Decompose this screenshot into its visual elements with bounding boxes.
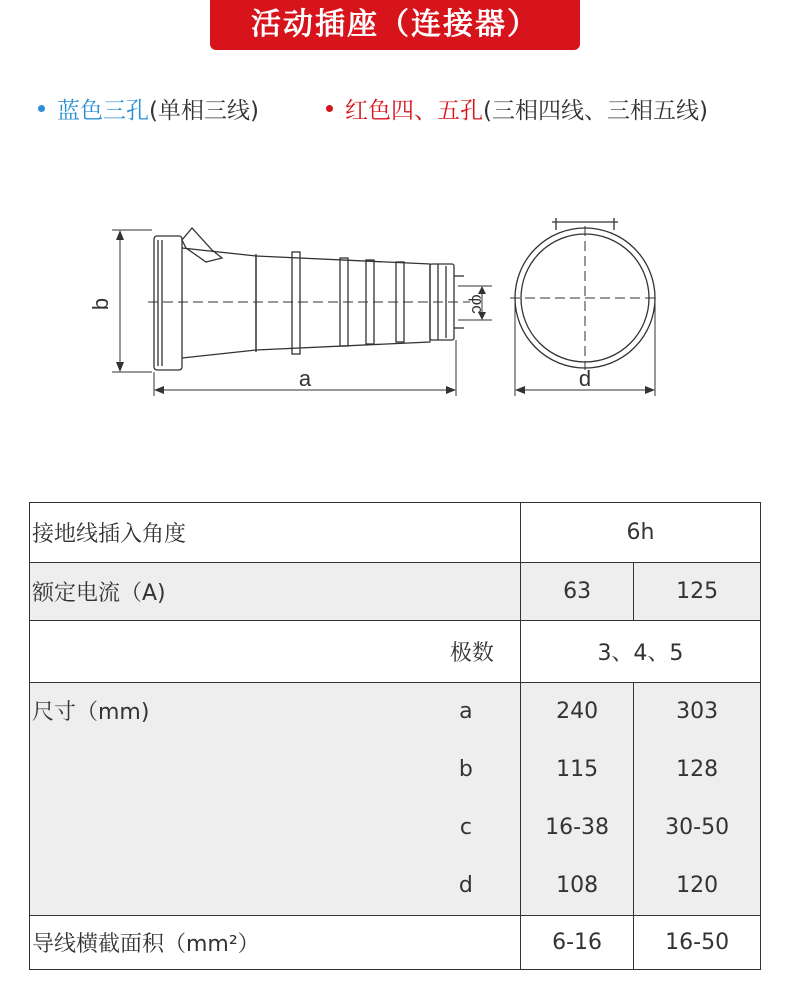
size-label-cell bbox=[30, 683, 521, 916]
legend-item-red bbox=[326, 92, 708, 125]
size-values-125 bbox=[634, 683, 761, 916]
wire-value-63: 6-16 bbox=[520, 916, 633, 970]
size-value: 115 bbox=[556, 757, 599, 782]
size-value: 16-38 bbox=[545, 815, 610, 840]
dimension-label-d: d bbox=[578, 366, 592, 391]
legend-red-label: 红色四、五孔 bbox=[345, 98, 483, 124]
table-row bbox=[30, 503, 761, 563]
size-value: 128 bbox=[676, 757, 719, 782]
wire-value-125: 16-50 bbox=[634, 916, 761, 970]
dimension-label-b: b bbox=[88, 297, 113, 311]
legend-red-note: (三相四线、三相五线) bbox=[483, 98, 708, 124]
size-key-c: c bbox=[459, 815, 472, 840]
legend-item-blue bbox=[38, 92, 259, 125]
spec-table bbox=[29, 502, 761, 970]
connector-dimension-drawing bbox=[0, 200, 790, 410]
grounding-value: 6h bbox=[520, 503, 760, 563]
table-row bbox=[30, 683, 761, 916]
size-value: 240 bbox=[556, 699, 599, 724]
size-value: 30-50 bbox=[665, 815, 730, 840]
table-row bbox=[30, 916, 761, 970]
wire-section-label: 导线横截面积（mm²） bbox=[30, 916, 521, 970]
table-row bbox=[30, 621, 761, 683]
size-values-63 bbox=[520, 683, 633, 916]
table-row bbox=[30, 563, 761, 621]
current-value-125: 125 bbox=[634, 563, 761, 621]
bullet-dot-icon bbox=[326, 105, 333, 112]
poles-value: 3、4、5 bbox=[520, 621, 760, 683]
dimension-label-a: a bbox=[298, 366, 312, 391]
current-value-63: 63 bbox=[520, 563, 633, 621]
size-key-d: d bbox=[458, 873, 473, 898]
size-key-b: b bbox=[458, 757, 473, 782]
dimension-label-c: φc bbox=[468, 294, 487, 314]
legend-blue-label: 蓝色三孔 bbox=[57, 98, 149, 124]
size-value: 120 bbox=[676, 873, 719, 898]
current-label: 额定电流（A) bbox=[30, 563, 521, 621]
size-value: 303 bbox=[676, 699, 719, 724]
latch-cover-shape bbox=[182, 228, 222, 262]
grounding-label: 接地线插入角度 bbox=[30, 503, 521, 563]
color-legend bbox=[0, 92, 790, 126]
page-title: 活动插座（连接器） bbox=[210, 0, 580, 50]
poles-label: 极数 bbox=[30, 621, 521, 683]
size-label: 尺寸（mm) bbox=[32, 700, 150, 725]
bullet-dot-icon bbox=[38, 105, 45, 112]
legend-blue-note: (单相三线) bbox=[149, 98, 259, 124]
size-key-a: a bbox=[459, 699, 473, 724]
size-value: 108 bbox=[556, 873, 599, 898]
grip-rib-shape bbox=[292, 252, 300, 354]
